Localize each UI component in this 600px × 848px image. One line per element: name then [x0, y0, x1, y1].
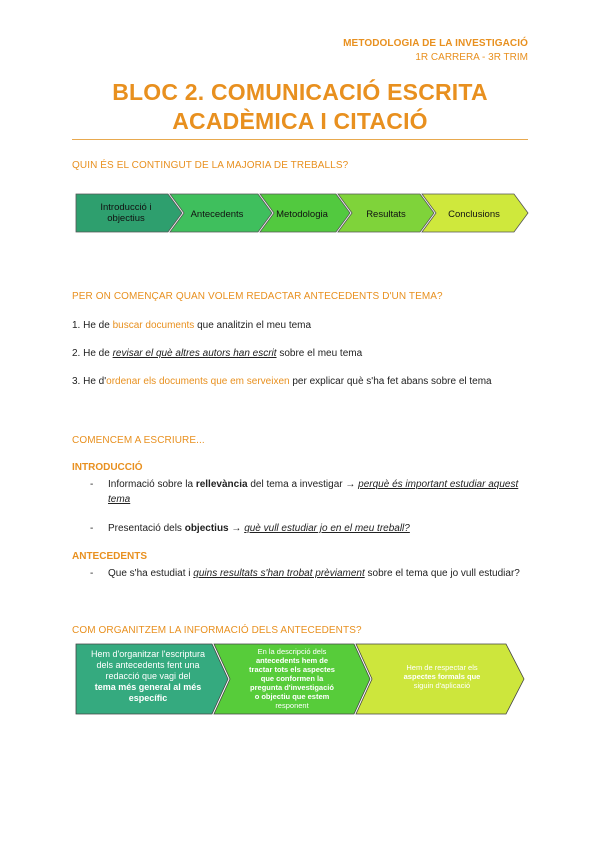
process-step-4-label: Resultats — [366, 209, 406, 220]
step-item-3: 3. He d'ordenar els documents que em serveixen per explicar què s'ha fet abans sobre el tema — [72, 376, 492, 387]
process-step-3-label: Metodologia — [276, 209, 328, 220]
organization-step-2-line6: o objectiu que estem — [254, 692, 330, 701]
step-item-1: 1. He de buscar documents que analitzin el meu tema — [72, 320, 312, 331]
intro-heading: INTRODUCCIÓ — [72, 462, 143, 473]
organization-step-1-line5: específic — [128, 693, 168, 703]
organization-step-2-line3: tractar tots els aspectes — [249, 665, 335, 674]
organization-step-2-line1: En la descripció dels — [257, 647, 327, 656]
organization-step-2-line7: responent — [275, 701, 309, 710]
section4-heading: COM ORGANITZEM LA INFORMACIÓ DELS ANTECEDENTS? — [72, 625, 362, 636]
organization-step-3-line2: aspectes formals que — [403, 672, 481, 681]
bullet-dash: - — [90, 479, 94, 490]
step-item-2: 2. He de revisar el què altres autors han escrit sobre el meu tema — [72, 348, 363, 359]
process-step-5-label: Conclusions — [448, 209, 500, 220]
antecedents-bullet-1: - Que s'ha estudiat i quins resultats s'han trobat prèviament sobre el tema que jo vull estudiar? — [90, 568, 520, 579]
section2-heading: PER ON COMENÇAR QUAN VOLEM REDACTAR ANTECEDENTS D'UN TEMA? — [72, 291, 443, 302]
bullet-dash: - — [90, 568, 94, 579]
organization-step-2-line4: que conformen la — [260, 674, 324, 683]
organization-step-2-line5: pregunta d'investigació — [250, 683, 334, 692]
page-title — [72, 78, 528, 136]
content-process-diagram — [72, 190, 532, 240]
organization-step-3-line1: Hem de respectar els — [406, 663, 478, 672]
section3-heading: COMENCEM A ESCRIURE... — [72, 435, 205, 446]
title-divider — [72, 139, 528, 140]
page-title-line2: ACADÈMICA I CITACIÓ — [172, 108, 428, 134]
section1-heading: QUIN ÉS EL CONTINGUT DE LA MAJORIA DE TREBALLS? — [72, 160, 349, 171]
organization-step-1-line2: dels antecedents fent una — [96, 660, 200, 670]
antecedents-heading: ANTECEDENTS — [72, 551, 148, 562]
process-step-1-label-a: Introducció i — [100, 202, 152, 213]
course-title: METODOLOGIA DE LA INVESTIGACIÓ — [343, 38, 528, 49]
page-title-line1: BLOC 2. COMUNICACIÓ ESCRITA — [112, 79, 488, 105]
highlight-text: ordenar els documents que em serveixen — [106, 376, 290, 387]
organization-step-2-line2: antecedents hem de — [255, 656, 329, 665]
highlight-text: buscar documents — [112, 320, 195, 331]
organization-step-1-line3: redacció que vagi del — [105, 671, 191, 681]
intro-bullet-1: - Informació sobre la rellevància del tema a investigar → perquè és important estudiar aquest tema — [90, 479, 519, 505]
process-step-2-label: Antecedents — [190, 209, 244, 220]
organization-step-3-line3: siguin d'aplicació — [413, 681, 471, 690]
organization-step-1-line4: tema més general al més — [94, 682, 202, 692]
bullet-dash: - — [90, 523, 94, 534]
organization-step-1-line1: Hem d'organitzar l'escriptura — [91, 649, 205, 659]
course-term: 1R CARRERA - 3R TRIM — [415, 52, 528, 63]
process-step-1-label-b: objectius — [107, 213, 145, 224]
antecedents-organization-diagram — [72, 640, 528, 720]
underlined-text: revisar el què altres autors han escrit — [112, 348, 277, 359]
